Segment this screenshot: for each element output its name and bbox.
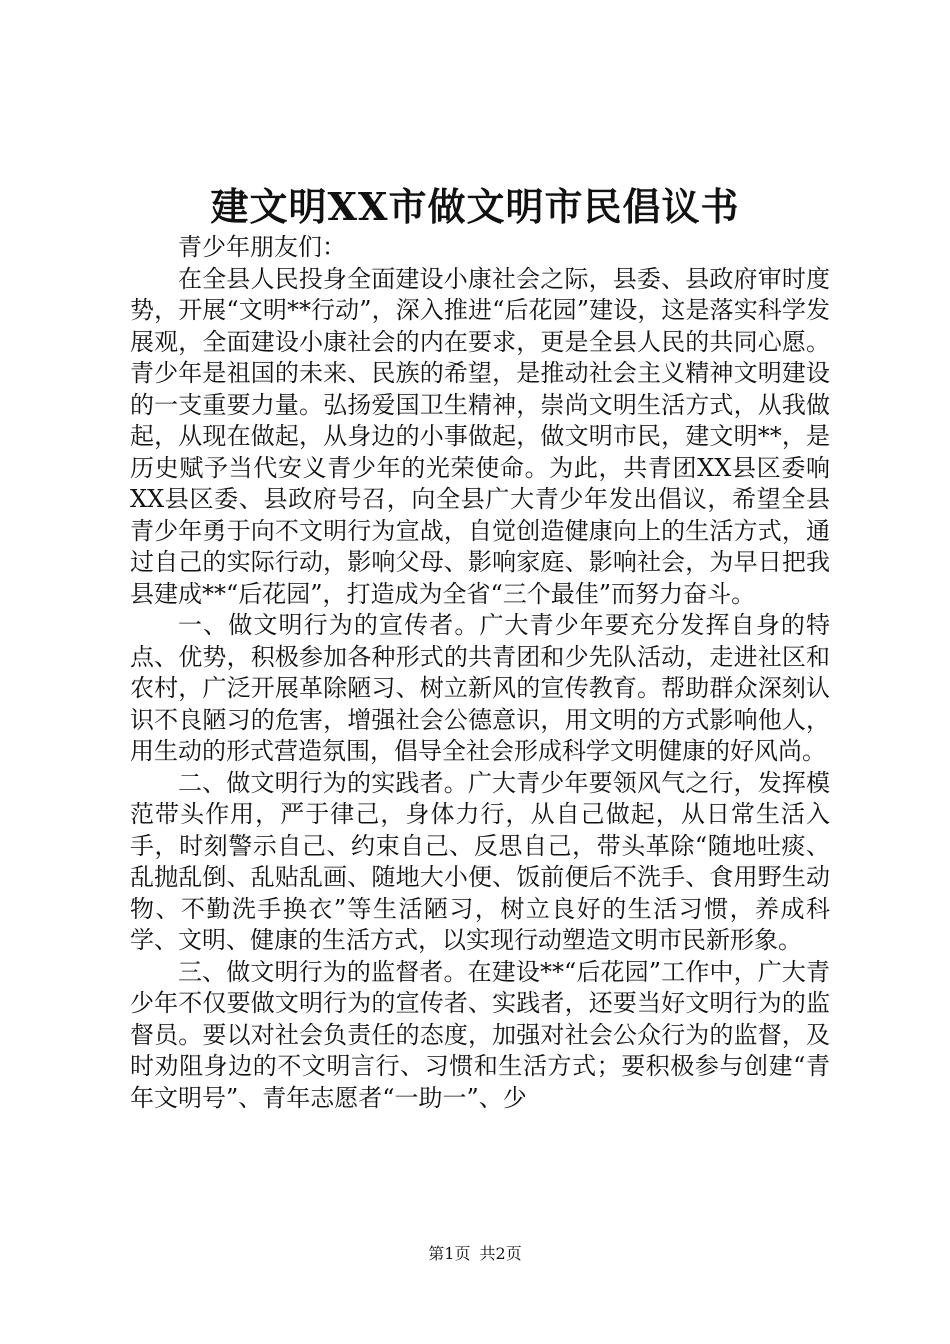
paragraph-section-2: 二、做文明行为的实践者。广大青少年要领风气之行，发挥模范带头作用，严于律己，身体力行，从自己做起，从日常生活入手，时刻警示自己、约束自己、反思自己，带头革除“随地吐痰、乱抛乱倒、乱贴乱画、随地大小便、饭前便后不洗手、食用野生动物、不勤洗手换衣”等生活陋习，树立良好的生活习惯，养成科学、文明、健康的生活方式，以实现行动塑造文明市民新形象。	[130, 768, 830, 954]
page-footer	[0, 1243, 950, 1265]
paragraph-intro: 在全县人民投身全面建设小康社会之际，县委、县政府审时度势，开展“文明**行动”，深入推进“后花园”建设，这是落实科学发展观，全面建设小康社会的内在要求，更是全县人民的共同心愿。青少年是祖国的未来、民族的希望，是推动社会主义精神文明建设的一支重要力量。弘扬爱国卫生精神，崇尚文明生活方式，从我做起，从现在做起，从身边的小事做起，做文明市民，建文明**，是历史赋予当代安义青少年的光荣使命。为此，共青团XX县区委响XX县区委、县政府号召，向全县广大青少年发出倡议，希望全县青少年勇于向不文明行为宣战，自觉创造健康向上的生活方式，通过自己的实际行动，影响父母、影响家庭、影响社会，为早日把我县建成**“后花园”，打造成为全省“三个最佳”而努力奋斗。	[130, 264, 830, 608]
page-total: 共2页	[479, 1244, 522, 1263]
paragraph-section-1: 一、做文明行为的宣传者。广大青少年要充分发挥自身的特点、优势，积极参加各种形式的共青团和少先队活动，走进社区和农村，广泛开展革除陋习、树立新风的宣传教育。帮助群众深刻认识不良陋习的危害，增强社会公德意识，用文明的方式影响他人，用生动的形式营造氛围，倡导全社会形成科学文明健康的好风尚。	[130, 611, 830, 765]
page-number: 第1页	[428, 1244, 471, 1263]
document-body	[130, 232, 830, 1114]
paragraph-section-3: 三、做文明行为的监督者。在建设**“后花园”工作中，广大青少年不仅要做文明行为的宣传者、实践者，还要当好文明行为的监督员。要以对社会负责任的态度，加强对社会公众行为的监督，及时劝阻身边的不文明言行、习惯和生活方式；要积极参与创建“青年文明号”、青年志愿者“一助一”、少	[130, 957, 830, 1112]
salutation: 青少年朋友们：	[178, 233, 346, 261]
document-title: 建文明XX市做文明市民倡议书	[210, 184, 740, 229]
